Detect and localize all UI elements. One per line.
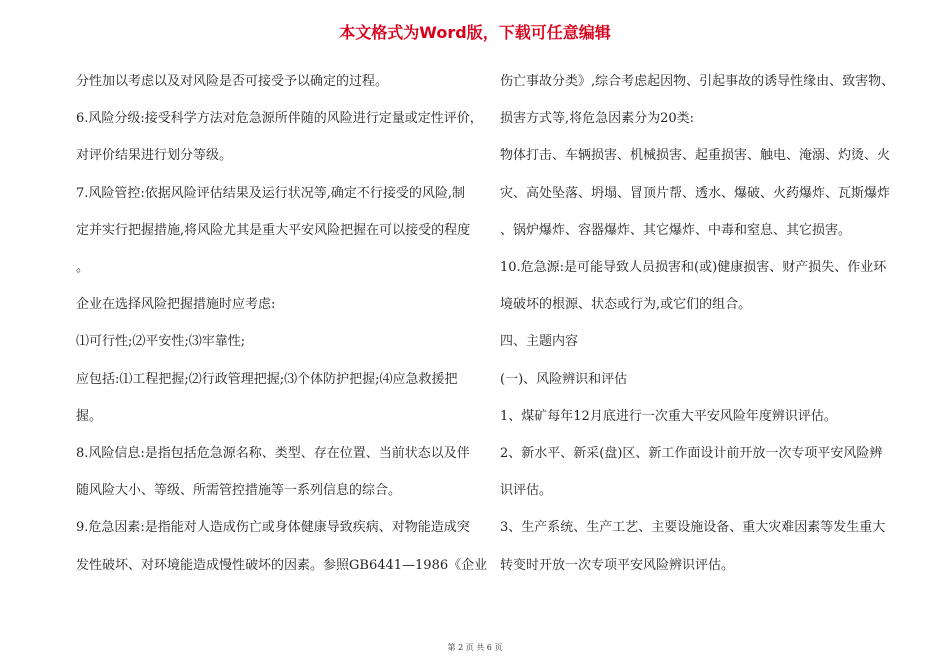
text-line: 10.危急源:是可能导致人员损害和(或)健康损害、财产损失、作业环 [500, 260, 887, 276]
text-line: 境破坏的根源、状态或行为,或它们的组合。 [500, 297, 752, 313]
text-line: 定并实行把握措施,将风险尤其是重大平安风险把握在可以接受的程度 [76, 222, 471, 238]
text-line: 损害方式等,将危急因素分为20类: [500, 111, 695, 127]
text-line: 、锅炉爆炸、容器爆炸、其它爆炸、中毒和窒息、其它损害。 [500, 222, 852, 238]
document-banner: 本文格式为Word版，下载可任意编辑 [339, 23, 611, 42]
text-line: 。 [76, 260, 90, 276]
text-line: 1、煤矿每年12月底进行一次重大平安风险年度辨识评估。 [500, 408, 837, 424]
section-heading: 四、主题内容 [500, 334, 579, 350]
left-column [76, 63, 488, 584]
text-line: 识评估。 [500, 483, 553, 499]
text-line: 分性加以考虑以及对风险是否可接受予以确定的过程。 [76, 74, 389, 89]
text-line: 发性破坏、对环境能造成慢性破坏的因素。参照GB6441—1986《企业 [76, 557, 488, 573]
text-line: 握。 [76, 408, 103, 424]
text-line: 伤亡事故分类》,综合考虑起因物、引起事故的诱导性缘由、致害物、 [500, 74, 895, 89]
text-line: 对评价结果进行划分等级。 [76, 148, 233, 164]
text-line: 2、新水平、新采(盘)区、新工作面设计前开放一次专项平安风险辨 [500, 446, 883, 462]
text-line: 应包括:⑴工程把握;⑵行政管理把握;⑶个体防护把握;⑷应急救援把 [76, 371, 458, 387]
text-line: 物体打击、车辆损害、机械损害、起重损害、触电、淹溺、灼烫、火 [500, 148, 891, 164]
text-line: 9.危急因素:是指能对人造成伤亡或身体健康导致疾病、对物能造成突 [76, 520, 470, 536]
text-line: 转变时开放一次专项平安风险辨识评估。 [500, 557, 735, 573]
page-number: 第 2 页 共 6 页 [447, 643, 503, 652]
text-line: 8.风险信息:是指包括危急源名称、类型、存在位置、当前状态以及伴 [76, 446, 470, 462]
text-line: 6.风险分级:接受科学方法对危急源所伴随的风险进行定量或定性评价， [76, 111, 483, 127]
subsection-heading: (一)、风险辨识和评估 [500, 371, 628, 387]
text-line: 随风险大小、等级、所需管控措施等一系列信息的综合。 [76, 483, 402, 499]
text-line: ⑴可行性;⑵平安性;⑶牢靠性; [76, 334, 246, 350]
right-column [500, 63, 895, 584]
text-line: 灾、高处坠落、坍塌、冒顶片帮、透水、爆破、火药爆炸、瓦斯爆炸 [500, 185, 891, 201]
text-line: 7.风险管控:依据风险评估结果及运行状况等,确定不行接受的风险,制 [76, 185, 466, 201]
text-line: 企业在选择风险把握措施时应考虑: [76, 297, 276, 313]
text-line: 3、生产系统、生产工艺、主要设施设备、重大灾难因素等发生重大 [500, 520, 886, 536]
